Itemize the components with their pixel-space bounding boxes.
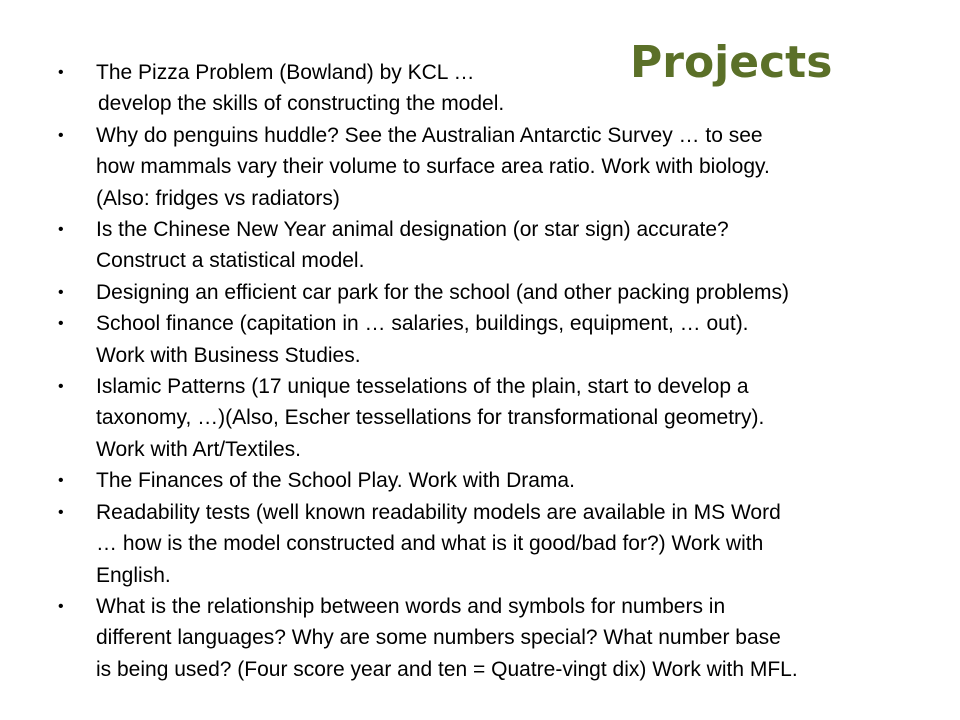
bullet-text: Designing an efficient car park for the school (and other packing problems) (96, 280, 789, 304)
bullet-text: taxonomy, …)(Also, Escher tessellations for transformational geometry). (96, 406, 765, 430)
bullet-text: What is the relationship between words and symbols for numbers in (96, 594, 726, 618)
bullet-text: Work with Business Studies. (96, 343, 361, 367)
bullet-text: The Pizza Problem (Bowland) by KCL … (96, 61, 475, 84)
bullet-icon: • (58, 597, 64, 615)
bullet-text: Why do penguins huddle? See the Australian Antarctic Survey … to see (96, 123, 763, 147)
bullet-icon: • (58, 64, 64, 81)
bullet-text: Is the Chinese New Year animal designation (or star sign) accurate? (96, 218, 729, 242)
bullet-item (58, 497, 938, 591)
bullet-icon: • (58, 378, 64, 396)
bullet-icon: • (58, 283, 64, 301)
bullet-item (58, 465, 938, 496)
bullet-item (58, 57, 938, 88)
bullet-sub-text: develop the skills of constructing the model. (98, 92, 505, 116)
bullet-text: (Also: fridges vs radiators) (96, 186, 340, 210)
bullet-text: The Finances of the School Play. Work with Drama. (96, 469, 575, 493)
bullet-icon: • (58, 221, 64, 239)
bullet-item (58, 591, 938, 685)
bullet-item (58, 308, 938, 371)
bullet-list (58, 57, 938, 685)
bullet-text: Islamic Patterns (17 unique tesselations of the plain, start to develop a (96, 375, 749, 399)
bullet-icon: • (58, 315, 64, 333)
bullet-item (58, 277, 938, 308)
bullet-text: … how is the model constructed and what is it good/bad for?) Work with (96, 532, 764, 556)
bullet-text: different languages? Why are some numbers special? What number base (96, 626, 781, 650)
bullet-icon: • (58, 472, 64, 490)
bullet-text: Work with Art/Textiles. (96, 437, 301, 461)
bullet-text: is being used? (Four score year and ten = Quatre-vingt dix) Work with MFL. (96, 657, 798, 681)
bullet-icon: • (58, 503, 64, 521)
bullet-item (58, 371, 938, 465)
bullet-text: how mammals vary their volume to surface area ratio. Work with biology. (96, 155, 770, 179)
bullet-text: English. (96, 563, 171, 587)
bullet-icon: • (58, 126, 64, 144)
bullet-text: Readability tests (well known readability models are available in MS Word (96, 500, 781, 524)
bullet-text: School finance (capitation in … salaries, buildings, equipment, … out). (96, 312, 749, 336)
bullet-sub-item (58, 88, 938, 119)
bullet-item (58, 214, 938, 277)
bullet-text: Construct a statistical model. (96, 249, 365, 273)
slide-title: Projects (630, 37, 833, 88)
bullet-item (58, 120, 938, 214)
